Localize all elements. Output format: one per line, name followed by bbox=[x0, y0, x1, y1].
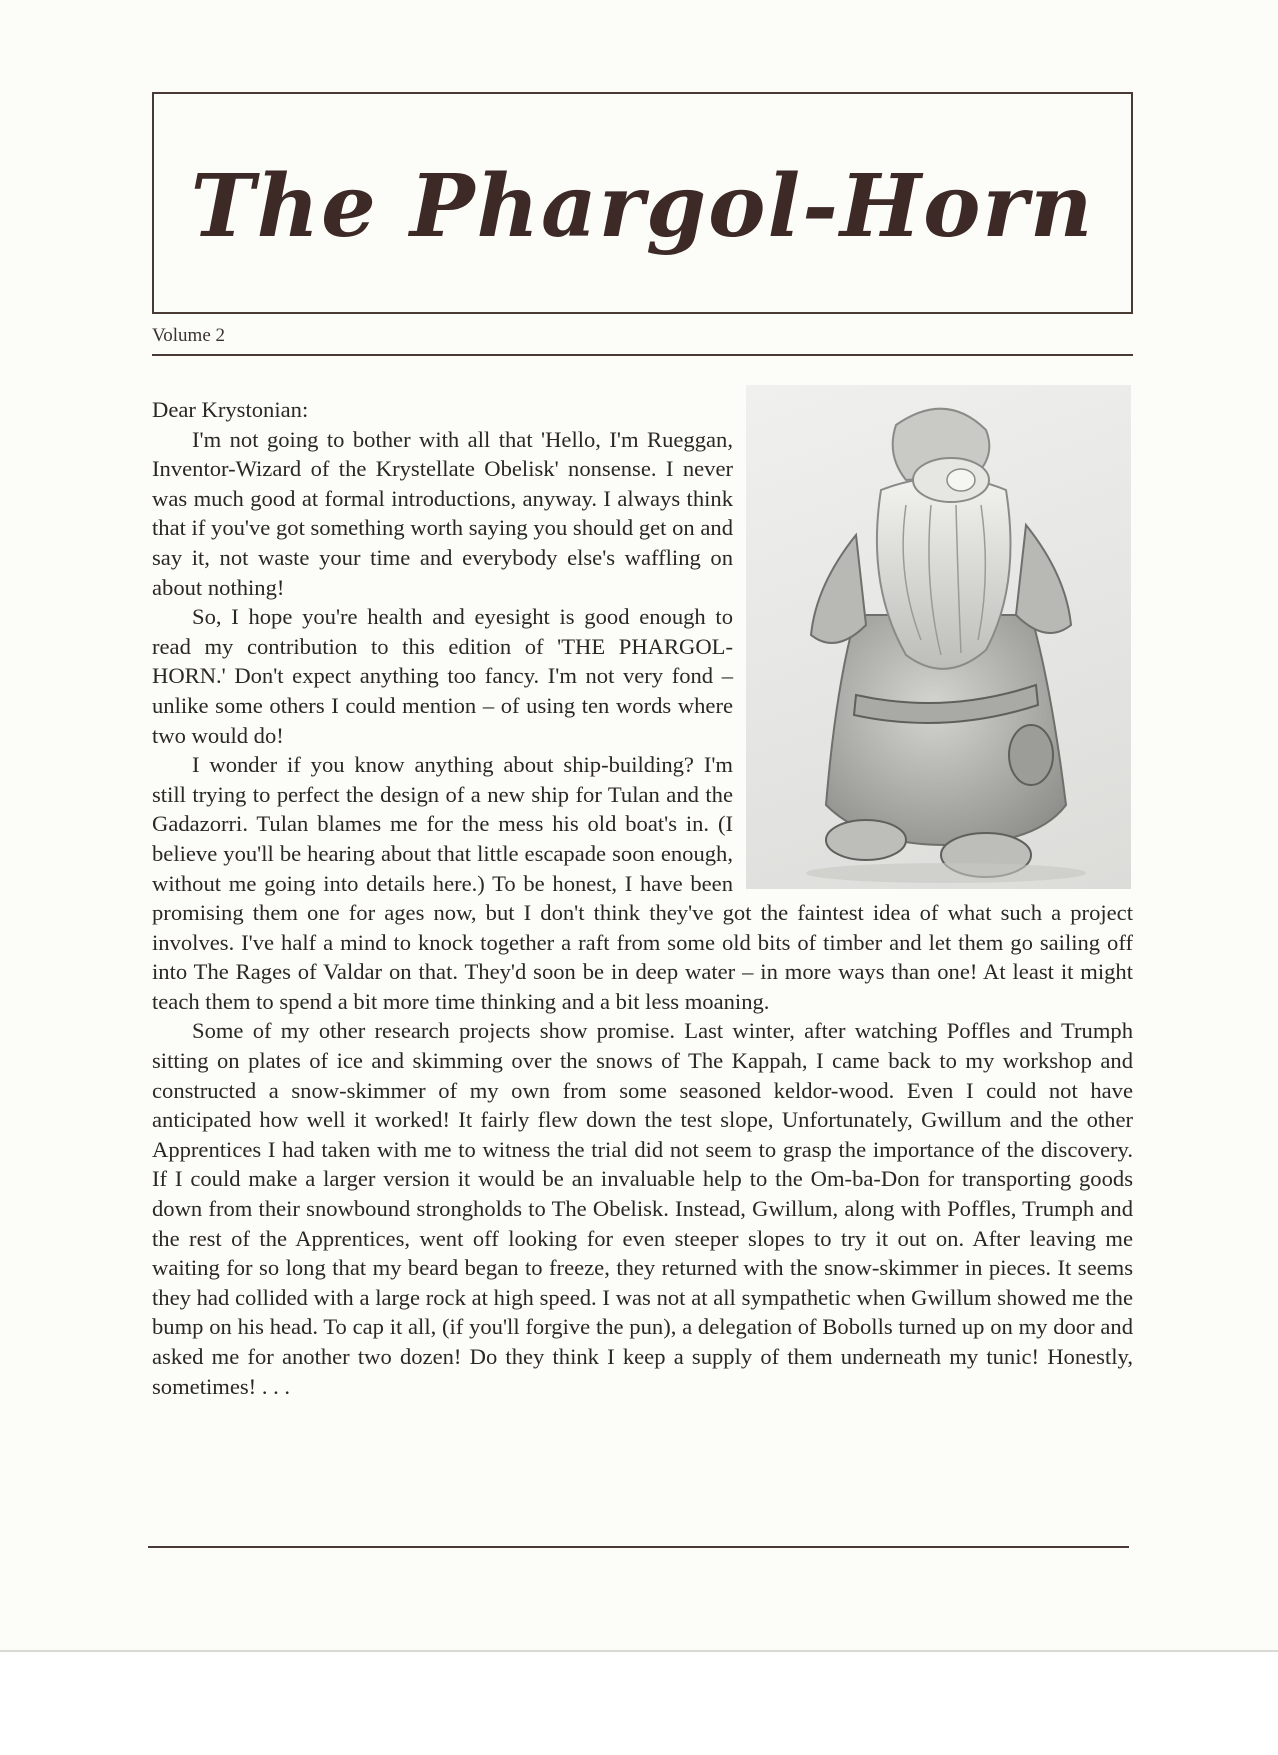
letter-salutation: Dear Krystonian: bbox=[152, 397, 309, 422]
volume-label: Volume 2 bbox=[152, 325, 226, 346]
letter-body bbox=[152, 395, 1133, 1401]
footer-divider bbox=[148, 1546, 1129, 1548]
page-edge bbox=[0, 1650, 1278, 1755]
figure-float-spacer bbox=[733, 395, 1133, 895]
letter-paragraph: I wonder if you know anything about ship-building? I'm still trying to perfect the design of a new ship for Tulan and the Gadazorri. Tulan blames me for the mess his old boat's in. (I believe you'll be hearing about that little escapade soon enough, without me going into details here.) To be honest, I have been promising them one for ages now, but I don't think they've got the faintest idea of what such a project involves. I've half a mind to knock together a raft from some old bits of timber and let them go sailing off into The Rages of Valdar on that. They'd soon be in deep water – in more ways than one! At least it might teach them to spend a bit more time thinking and a bit less moaning. bbox=[152, 752, 1133, 1014]
masthead-title: The Phargol-Horn bbox=[190, 155, 1095, 257]
letter-paragraph: I'm not going to bother with all that 'Hello, I'm Rueggan, Inventor-Wizard of the Krystellate Obelisk' nonsense. I never was much good at formal introductions, anyway. I always think that if you've got something worth saying you should get on and say it, not waste your time and everybody else's waffling on about nothing! bbox=[152, 426, 733, 600]
letter-paragraph: So, I hope you're health and eyesight is good enough to read my contribution to this edition of 'THE PHARGOL-HORN.' Don't expect anything too fancy. I'm not very fond – unlike some others I could mention – of using ten words where two would do! bbox=[152, 604, 733, 748]
letter-paragraph: Some of my other research projects show promise. Last winter, after watching Poffles and Trumph sitting on plates of ice and skimming over the snows of The Kappah, I came back to my workshop and constructed a snow-skimmer of my own from some seasoned keldor-wood. Even I could not have anticipated how well it worked! It fairly flew down the test slope, Unfortunately, Gwillum and the other Apprentices I had taken with me to witness the trial did not seem to grasp the importance of the discovery. If I could make a larger version it would be an invaluable help to the Om-ba-Don for transporting goods down from their snowbound strongholds to The Obelisk. Instead, Gwillum, along with Poffles, Trumph and the rest of the Apprentices, went off looking for even steeper slopes to try it out on. After leaving me waiting for so long that my beard began to freeze, they returned with the snow-skimmer in pieces. It seems they had collided with a large rock at high speed. I was not at all sympathetic when Gwillum showed me the bump on his head. To cap it all, (if you'll forgive the pun), a delegation of Bobolls turned up on my door and asked me for another two dozen! Do they think I keep a supply of them underneath my tunic! Honestly, sometimes! . . . bbox=[152, 1018, 1133, 1399]
header-divider bbox=[152, 354, 1133, 356]
masthead-box bbox=[152, 92, 1133, 314]
